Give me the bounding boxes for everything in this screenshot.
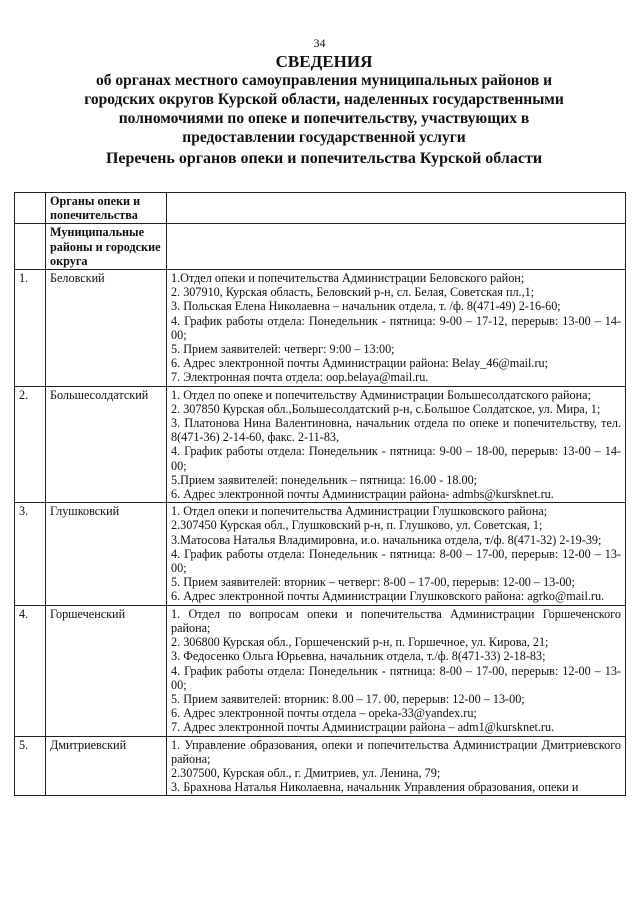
detail-line: 3. Платонова Нина Валентиновна, начальник отдела по опеке и попечительству, тел. 8(471-36) 2-14-60, факс. 2-11-83, [171, 416, 621, 445]
authority-details [167, 605, 626, 736]
detail-line: 4. График работы отдела: Понедельник - пятница: 8-00 – 17-00, перерыв: 12-00 – 13-00; [171, 546, 621, 576]
header-details-cell [167, 224, 626, 270]
detail-line: 6. Адрес электронной почты Администрации Глушковского района: agrko@mail.ru. [171, 589, 605, 604]
page-number: 34 [313, 36, 326, 50]
district-name: Беловский [46, 270, 167, 387]
table-header-row [15, 193, 626, 224]
detail-line: 3. Федосенко Ольга Юрьевна, начальник отдела, т./ф. 8(471-33) 2-18-83; [171, 649, 546, 664]
header-authorities-cell: Органы опеки и попечительства [46, 193, 167, 224]
detail-line: 5. Прием заявителей: вторник: 8.00 – 17. 00, перерыв: 12-00 – 13-00; [171, 691, 525, 706]
detail-line: 6. Адрес электронной почты Администрации района: Belay_46@mail.ru; [171, 356, 549, 371]
row-number: 3. [15, 503, 46, 605]
detail-line: 1. Отдел по опеке и попечительству Администрации Большесолдатского района; [171, 387, 591, 402]
row-number: 5. [15, 736, 46, 796]
detail-line: 2. 307910, Курская область, Беловский р-н, сл. Белая, Советская пл.,1; [171, 285, 535, 300]
detail-line: 7. Адрес электронной почты Администрации района – adm1@kursknet.ru. [171, 720, 555, 735]
authority-details [167, 386, 626, 503]
detail-line: 5. Прием заявителей: четверг: 9:00 – 13:00; [171, 342, 395, 357]
detail-line: 4. График работы отдела: Понедельник - пятница: 8-00 – 17-00, перерыв: 12-00 – 13-00; [171, 663, 621, 692]
district-name: Большесолдатский [46, 386, 167, 503]
heading-line: об органах местного самоуправления муниципальных районов и [95, 72, 553, 89]
district-name: Дмитриевский [46, 736, 167, 796]
row-number: 1. [15, 270, 46, 387]
detail-line: 6. Адрес электронной почты отдела – opeka-33@yandex.ru; [171, 706, 477, 721]
detail-line: 3. Польская Елена Николаевна – начальник отдела, т. /ф. 8(471-49) 2-16-60; [171, 299, 561, 314]
authority-details [167, 736, 626, 796]
detail-line: 1. Отдел опеки и попечительства Администрации Глушковского района; [171, 504, 548, 519]
detail-line: 2.307500, Курская обл., г. Дмитриев, ул. Ленина, 79; [171, 765, 441, 780]
authority-details [167, 503, 626, 605]
detail-line: 1. Управление образования, опеки и попечительства Администрации Дмитриевского района; [171, 737, 621, 766]
detail-line: 6. Адрес электронной почты Администрации района- admbs@kursknet.ru. [171, 487, 554, 502]
detail-line: 2.307450 Курская обл., Глушковский р-н, п. Глушково, ул. Советская, 1; [171, 518, 543, 533]
row-number: 4. [15, 605, 46, 736]
header-districts-cell: Муниципальные районы и городские округа [46, 224, 167, 270]
detail-line: 5.Прием заявителей: понедельник – пятница: 16.00 - 18.00; [171, 472, 478, 487]
table-header-row [15, 224, 626, 270]
table-row [15, 503, 626, 605]
detail-line: 2. 307850 Курская обл.,Большесолдатский р-н, с.Большое Солдатское, ул. Мира, 1; [171, 401, 601, 416]
header-details-cell [167, 193, 626, 224]
detail-line: 4. График работы отдела: Понедельник - пятница: 9-00 – 17-12, перерыв: 13-00 – 14-00; [171, 313, 621, 342]
header-num-cell [15, 224, 46, 270]
table-row [15, 270, 626, 387]
authority-details [167, 270, 626, 387]
district-name: Горшеченский [46, 605, 167, 736]
list-subheading: Перечень органов опеки и попечительства Курской области [105, 150, 543, 167]
header-num-cell [15, 193, 46, 224]
row-number: 2. [15, 386, 46, 503]
detail-line: 7. Электронная почта отдела: oop.belaya@mail.ru. [171, 370, 429, 385]
document-title: СВЕДЕНИЯ [275, 52, 373, 71]
detail-line: 5. Прием заявителей: вторник – четверг: 8-00 – 17-00, перерыв: 12-00 – 13-00; [171, 575, 575, 590]
district-name: Глушковский [46, 503, 167, 605]
heading-line: полномочиями по опеке и попечительству, участвующих в [118, 110, 530, 127]
table-row [15, 386, 626, 503]
heading-line: предоставлении государственной услуги [182, 129, 466, 146]
detail-line: 4. График работы отдела: Понедельник - пятница: 9-00 – 18-00, перерыв: 13-00 – 14-00; [171, 444, 621, 473]
detail-line: 2. 306800 Курская обл., Горшеченский р-н, п. Горшечное, ул. Кирова, 21; [171, 635, 549, 650]
guardianship-registry-table [14, 192, 626, 796]
detail-line: 3.Матосова Наталья Владимировна, и.о. начальника отдела, т/ф. 8(471-32) 2-19-39; [171, 532, 602, 547]
table-row [15, 736, 626, 796]
detail-line: 1.Отдел опеки и попечительства Администрации Беловского район; [171, 271, 525, 286]
detail-line: 1. Отдел по вопросам опеки и попечительства Администрации Горшеченского района; [171, 606, 621, 635]
document-heading [40, 52, 608, 147]
heading-line: городских округов Курской области, наделенных государственными [84, 91, 564, 108]
detail-line: 3. Брахнова Наталья Николаевна, начальник Управления образования, опеки и [171, 780, 579, 795]
table-row [15, 605, 626, 736]
